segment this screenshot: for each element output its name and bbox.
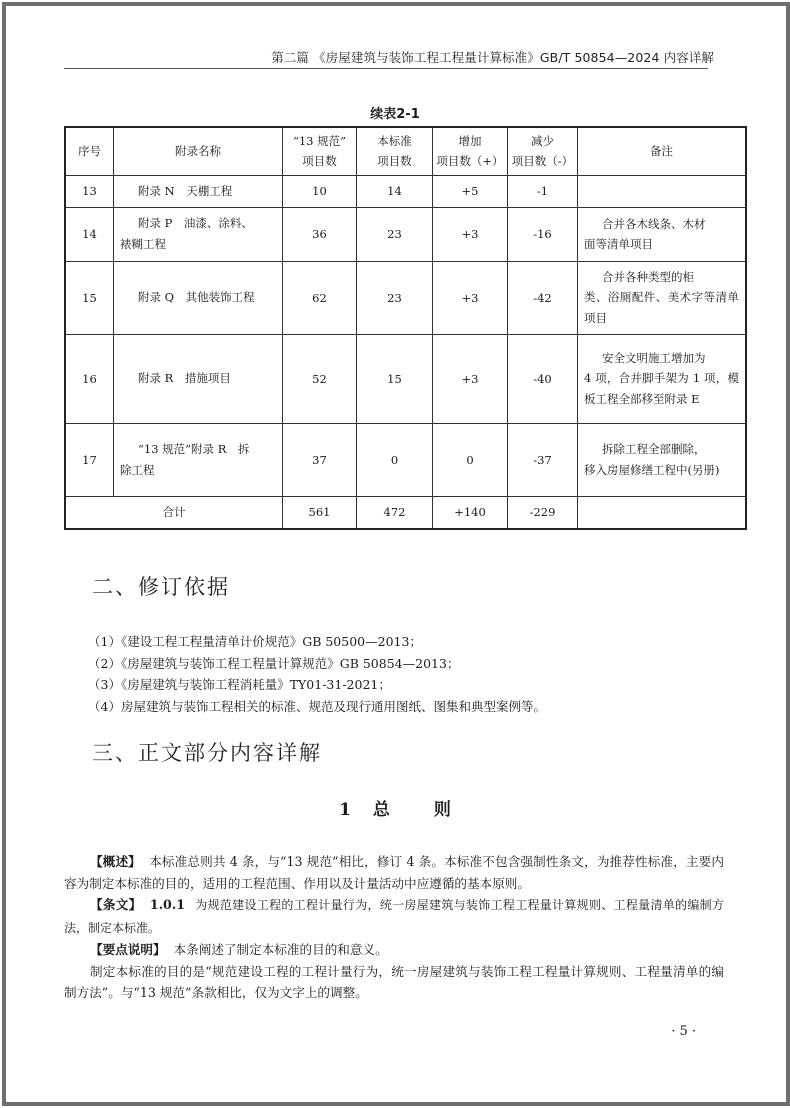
cell-name	[114, 334, 283, 423]
keypoint-paragraph	[64, 939, 724, 961]
cell-old: 10	[283, 175, 357, 207]
table-row	[65, 334, 746, 423]
clause-text: 为规范建设工程的工程计量行为，统一房屋建筑与装饰工程工程量计算规则、工程量清单的编制方法，制定本标准。	[64, 898, 724, 935]
header-rule	[64, 68, 708, 69]
total-removed: -229	[508, 496, 578, 529]
cell-remark-line1: 安全文明施工增加为	[602, 350, 706, 365]
clause-number: 1.0.1	[149, 897, 185, 912]
cell-name	[114, 207, 283, 261]
overview-text: 本标准总则共 4 条，与“13 规范”相比，修订 4 条。本标准不包含强制性条文，为推荐性标准，主要内容为制定本标准的目的，适用的工程范围、作用以及计量活动中应遵循的基本原则。	[64, 854, 724, 891]
header-removed-line1: 减少	[531, 134, 554, 149]
table-row	[65, 423, 746, 496]
cell-seq: 14	[65, 207, 114, 261]
cell-name-line2: 裱糊工程	[120, 237, 166, 251]
total-old: 561	[283, 496, 357, 529]
cell-removed: -42	[508, 261, 578, 334]
cell-name-line1: 附录 Q 其他装饰工程	[138, 290, 255, 304]
header-seq: 序号	[65, 127, 114, 175]
total-new: 472	[357, 496, 433, 529]
table-total-row	[65, 496, 746, 529]
running-header: 第二篇 《房屋建筑与装饰工程工程量计算标准》GB/T 50854—2024 内容详解	[271, 50, 714, 65]
cell-seq: 13	[65, 175, 114, 207]
cell-name-line1: “13 规范”附录 R 拆	[138, 441, 250, 456]
page-number: · 5 ·	[671, 1024, 696, 1039]
header-added	[433, 127, 508, 175]
section-heading-revision-basis: 二、修订依据	[92, 575, 230, 599]
cell-new: 23	[357, 207, 433, 261]
table-caption: 续表2-1	[370, 107, 420, 122]
header-remark: 备注	[578, 127, 747, 175]
cell-name	[114, 423, 283, 496]
reference-item: （2）《房屋建筑与装饰工程工程量计算规范》GB 50854—2013；	[88, 655, 460, 671]
cell-remark-rest: 4 项，合并脚手架为 1 项，模板工程全部移至附录 E	[584, 371, 739, 406]
cell-old: 62	[283, 261, 357, 334]
cell-remark	[578, 423, 747, 496]
keypoint-label: 【要点说明】	[90, 942, 166, 957]
explanation-paragraph: 制定本标准的目的是“规范建设工程的工程计量行为，统一房屋建筑与装饰工程工程量计算规则、工程量清单的编制方法”。与“13 规范”条款相比，仅为文字上的调整。	[64, 963, 724, 1000]
cell-remark-rest: 类、浴厕配件、美术字等清单项目	[584, 290, 739, 325]
cell-added: +3	[433, 207, 508, 261]
cell-remark-line1: 合并各木线条、木材	[602, 216, 706, 231]
table-row	[65, 175, 746, 207]
cell-removed: -37	[508, 423, 578, 496]
cell-seq: 16	[65, 334, 114, 423]
header-new-count	[357, 127, 433, 175]
keypoint-text: 本条阐述了制定本标准的目的和意义。	[173, 942, 388, 957]
header-old-count-line1: “13 规范”	[292, 134, 347, 149]
cell-old: 36	[283, 207, 357, 261]
cell-name-line2: 除工程	[120, 462, 155, 477]
header-removed-line2: 项目数（-）	[511, 154, 574, 169]
cell-new: 23	[357, 261, 433, 334]
cell-new: 0	[357, 423, 433, 496]
cell-seq: 15	[65, 261, 114, 334]
cell-name	[114, 175, 283, 207]
appendix-comparison-table	[64, 126, 747, 530]
cell-old: 37	[283, 423, 357, 496]
cell-seq: 17	[65, 423, 114, 496]
cell-remark-line1: 拆除工程全部删除，	[602, 442, 706, 456]
reference-item: （4）房屋建筑与装饰工程相关的标准、规范及现行通用图纸、图集和典型案例等。	[88, 698, 546, 714]
header-new-count-line1: 本标准	[377, 134, 412, 149]
header-new-count-line2: 项目数	[377, 154, 412, 169]
cell-removed: -16	[508, 207, 578, 261]
overview-label: 【概述】	[90, 854, 141, 869]
body-text	[64, 851, 724, 1004]
cell-name-line1: 附录 R 措施项目	[138, 371, 231, 385]
cell-remark-line1: 合并各种类型的柜	[602, 269, 694, 284]
cell-added: +3	[433, 334, 508, 423]
chapter-title-char-1: 总	[372, 800, 390, 820]
total-remark	[578, 496, 747, 529]
cell-name-line1: 附录 P 油漆、涂料、	[138, 216, 253, 230]
cell-name-line1: 附录 N 天棚工程	[138, 183, 233, 198]
header-old-count	[283, 127, 357, 175]
table-row	[65, 207, 746, 261]
header-added-line1: 增加	[458, 134, 482, 149]
cell-added: +3	[433, 261, 508, 334]
cell-remark	[578, 334, 747, 423]
cell-new: 15	[357, 334, 433, 423]
cell-remark	[578, 175, 747, 207]
header-removed	[508, 127, 578, 175]
reference-item: （3）《房屋建筑与装饰工程消耗量》TY01-31-2021；	[88, 677, 391, 692]
table-header-row	[65, 127, 746, 175]
cell-name	[114, 261, 283, 334]
clause-label: 【条文】	[90, 897, 142, 912]
cell-remark	[578, 207, 747, 261]
cell-added: 0	[433, 423, 508, 496]
clause-paragraph	[64, 894, 724, 939]
cell-remark-rest: 移入房屋修缮工程中(另册)	[584, 462, 720, 477]
cell-removed: -40	[508, 334, 578, 423]
cell-remark-rest: 面等清单项目	[584, 237, 653, 251]
cell-old: 52	[283, 334, 357, 423]
chapter-number: 1	[339, 800, 351, 820]
cell-remark	[578, 261, 747, 334]
header-added-line2: 项目数（+）	[436, 154, 504, 169]
reference-list	[88, 631, 546, 717]
cell-new: 14	[357, 175, 433, 207]
cell-added: +5	[433, 175, 508, 207]
section-heading-content-detail: 三、正文部分内容详解	[92, 741, 322, 765]
reference-item: （1）《建设工程工程量清单计价规范》GB 50500—2013；	[88, 634, 422, 649]
chapter-title-char-2: 则	[433, 800, 451, 820]
header-old-count-line2: 项目数	[302, 154, 337, 169]
header-name: 附录名称	[114, 127, 283, 175]
table-row	[65, 261, 746, 334]
cell-removed: -1	[508, 175, 578, 207]
overview-paragraph	[64, 851, 724, 894]
total-label: 合计	[65, 496, 283, 529]
chapter-title	[0, 795, 790, 820]
total-added: +140	[433, 496, 508, 529]
